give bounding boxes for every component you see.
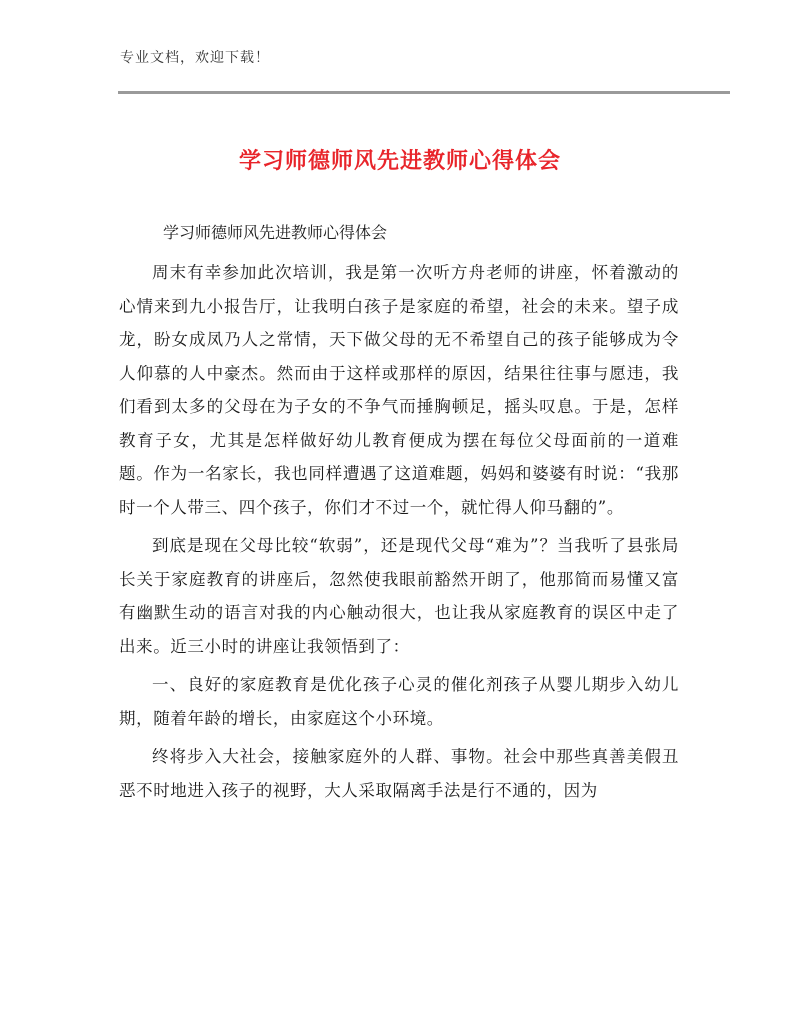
paragraph: 一、良好的家庭教育是优化孩子心灵的催化剂孩子从婴儿期步入幼儿期，随着年龄的增长，由家庭这个小环境。 [119, 675, 679, 728]
paragraph: 到底是现在父母比较“软弱”，还是现代父母“难为”？当我听了县张局长关于家庭教育的讲座后，忽然使我眼前豁然开朗了，他那简而易懂又富有幽默生动的语言对我的内心触动很大，也让我从家庭教育的误区中走了出来。近三小时的讲座让我领悟到了： [119, 536, 679, 656]
document-body [119, 220, 679, 812]
paragraph: 终将步入大社会，接触家庭外的人群、事物。社会中那些真善美假丑恶不时地进入孩子的视野，大人采取隔离手法是行不通的，因为 [119, 747, 679, 800]
document-title: 学习师德师风先进教师心得体会 [238, 149, 561, 174]
header-divider [118, 91, 730, 94]
paragraph: 周末有幸参加此次培训，我是第一次听方舟老师的讲座，怀着激动的心情来到九小报告厅，让我明白孩子是家庭的希望，社会的未来。望子成龙，盼女成凤乃人之常情，天下做父母的无不希望自己的孩子能够成为令人仰慕的人中豪杰。然而由于这样或那样的原因，结果往往事与愿违，我们看到太多的父母在为子女的不争气而捶胸顿足，摇头叹息。于是，怎样教育子女，尤其是怎样做好幼儿教育便成为摆在每位父母面前的一道难题。作为一名家长，我也同样遭遇了这道难题，妈妈和婆婆有时说：“我那时一个人带三、四个孩子，你们才不过一个，就忙得人仰马翻的”。 [119, 263, 679, 517]
header-note: 专业文档，欢迎下载！ [120, 50, 270, 66]
document-subtitle: 学习师德师风先进教师心得体会 [163, 223, 388, 242]
